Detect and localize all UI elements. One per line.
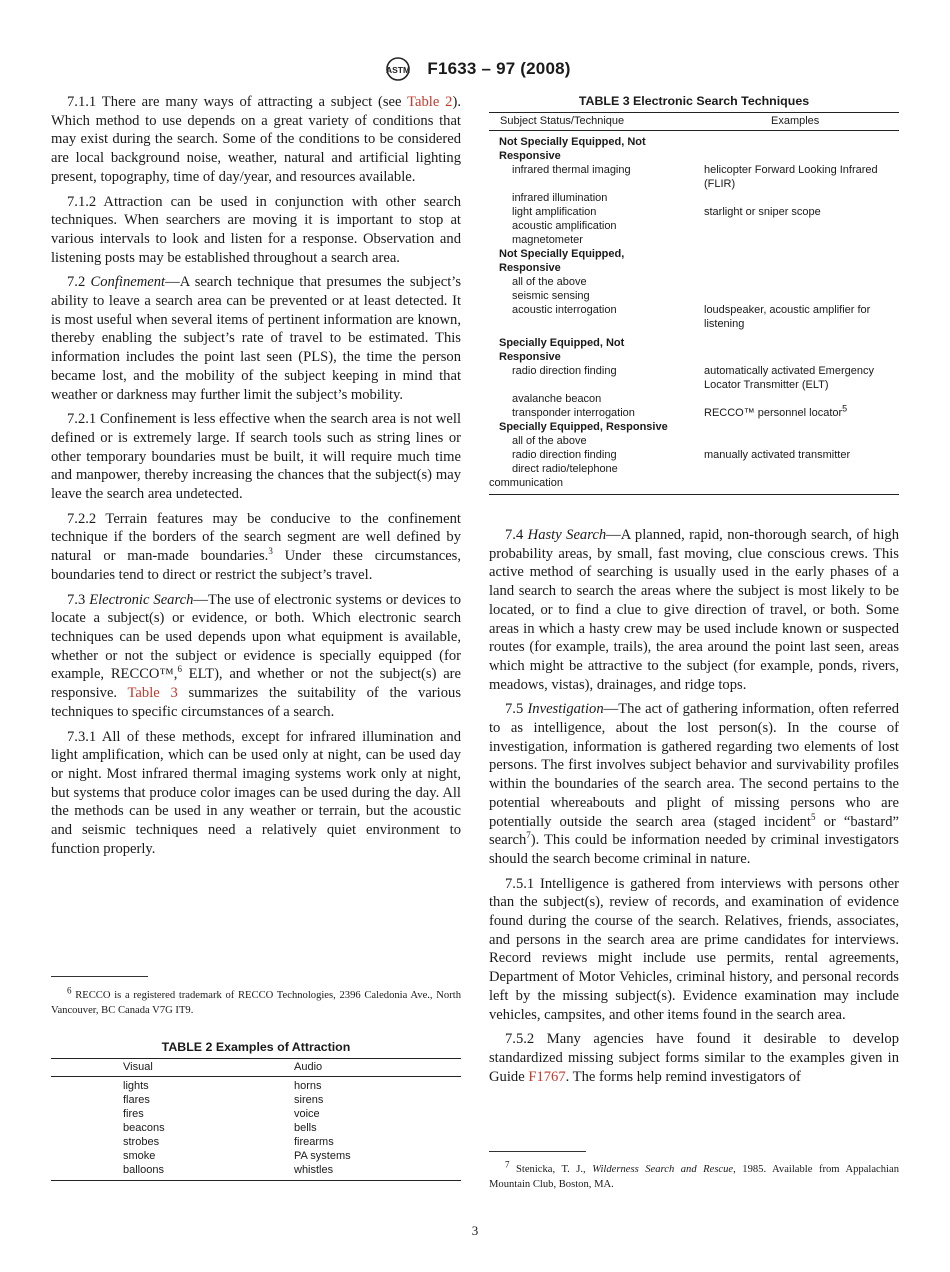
para-7-2: 7.2 Confinement—A search technique that presumes the subject’s ability to leave a search area can be prevented or at least detected. It is most useful when several items of pertinent information are known, thereby enabling the subject’s rate of travel to be estimated. This information includes the point last seen (PLS), the time the person became lost, and the mobility of the subject keeping in mind that weather or darkness may further limit the subject’s mobility. (51, 274, 462, 403)
table-row: balloons whistles (123, 1164, 334, 1176)
para-7-4: 7.4 Hasty Search—A planned, rapid, non-thorough search, of high probability areas, by small, fast moving, clue conscious crews. This active method of searching is usually used in the early phases of a land search to search the areas where the subject is most likely to be located, or to find a clue to give direction of travel, or both. Some areas in which a hasty crew may be used include known or suspected routes (for example, trails), the area around the point last seen, areas which might be attractive to the subject (for example, ponds, rivers, meadows, vistas), drainages, and ridge tops. (489, 527, 899, 693)
right-column (489, 526, 899, 1092)
table-row: beacons bells (123, 1122, 317, 1134)
table-2-link[interactable]: Table 2 (407, 94, 453, 110)
para-7-3-1: 7.3.1 All of these methods, except for infrared illumination and light amplification, which can be used only at night, can be used day or night. Most infrared thermal imaging systems work only at night, but systems that produce color images can be used during the day. All the methods can be used in any weather or terrain, but the acoustic and seismic techniques need a relatively quiet environment to function properly. (51, 728, 461, 857)
footnote-divider (51, 976, 148, 977)
para-7-2-1: 7.2.1 Confinement is less effective when the search area is not well defined or is extremely large. If search tools such as string lines or other temporary boundaries must be built, it will require much time and manpower, thereby increasing the chances that the subject(s) may leave the search area undetected. (51, 411, 461, 503)
table-row: all of the above (512, 276, 587, 288)
standard-designation: F1633 – 97 (2008) (427, 59, 571, 78)
table-row: infrared illumination (512, 192, 608, 204)
table-row: radio direction finding automatically activated Emergency Locator Transmitter (ELT) (512, 365, 874, 391)
astm-logo-icon (379, 56, 417, 82)
table-2-caption: TABLE 2 Examples of Attraction (161, 1040, 351, 1054)
para-7-2-2: 7.2.2 Terrain features may be conducive to the confinement technique if the borders of the search segment are well defined by natural or man-made boundaries.$^3$ Under these circumstances, boundaries tend to direct or restrict the subject’s travel. (51, 510, 461, 583)
table-row: lights horns (123, 1080, 322, 1092)
table-2 (51, 1040, 461, 1181)
table-2-header: Visual Audio (123, 1061, 323, 1073)
table-row: strobes firearms (123, 1136, 334, 1148)
table-row: magnetometer (512, 234, 583, 246)
table-row: direct radio/telephone communication (489, 463, 618, 489)
table-row: seismic sensing (512, 290, 590, 302)
table-row: acoustic interrogation loudspeaker, acoustic amplifier for listening (512, 304, 871, 330)
footnote-7: $^7$ Stenicka, T. J., Wilderness Search and Rescue, 1985. Available from Appalachian Mountain Club, Boston, MA. (489, 1159, 899, 1190)
para-7-1-2: 7.1.2 Attraction can be used in conjunction with other search techniques. When searchers are moving it is important to stop at various intervals to look and listen for a response. Observation and listening posts may be established throughout a search area. (51, 193, 461, 266)
table-row: transponder interrogation RECCO™ personnel locator$^5$ (512, 403, 848, 419)
table-row: radio direction finding manually activated transmitter (512, 449, 851, 461)
page-header (0, 56, 950, 82)
table-row: flares sirens (123, 1094, 324, 1106)
table-row: infrared thermal imaging helicopter Forward Looking Infrared (FLIR) (512, 164, 878, 190)
table-3-group: Specially Equipped, Responsive (499, 421, 668, 433)
para-7-5-2: 7.5.2 Many agencies have found it desirable to develop standardized missing subject forms similar to the examples given in Guide F1767. The forms help remind investigators of (489, 1031, 899, 1085)
table-row: acoustic amplification (512, 220, 617, 232)
page-number: 3 (471, 1223, 479, 1238)
table-3-caption: TABLE 3 Electronic Search Techniques (578, 94, 810, 108)
table-row: smoke PA systems (123, 1150, 351, 1162)
footnote-6: $^6$ RECCO is a registered trademark of RECCO Technologies, 2396 Caledonia Ave., North Vancouver, BC Canada V7G IT9. (51, 985, 461, 1016)
table-3-header: Subject Status/Technique Examples (500, 115, 820, 127)
para-7-3: 7.3 Electronic Search—The use of electronic systems or devices to locate a subject(s) or evidence, or both. Which electronic search techniques can be used depends upon what equipment is available, whether or not the subject or evidence is specially equipped (for example, RECCO™,$^6$ ELT), and whether or not the subject(s) are responsive. Table 3 summarizes the suitability of the various techniques to specific circumstances of a search. (51, 591, 462, 720)
table-row: all of the above (512, 435, 587, 447)
table-3-group: Not Specially Equipped, Not Responsive (499, 136, 646, 162)
para-7-1-1: 7.1.1 There are many ways of attracting a subject (see Table 2). Which method to use depends on a great variety of conditions that may exist during the search. Some of the conditions to be considered are local background noise, weather, natural and artificial lighting present, topography, time of day/year, and resources available. (51, 94, 461, 185)
table-row: light amplification starlight or sniper scope (512, 206, 821, 218)
footnote-divider (489, 1151, 586, 1152)
table-3 (489, 94, 899, 495)
table-3-group: Specially Equipped, Not Responsive (499, 337, 625, 363)
f1767-link[interactable]: F1767 (528, 1068, 566, 1085)
table-row: avalanche beacon (512, 393, 602, 405)
table-row: fires voice (123, 1108, 320, 1120)
table-3-group: Not Specially Equipped, Responsive (499, 248, 625, 274)
logo-text: ASTM (386, 65, 411, 75)
para-7-5: 7.5 Investigation—The act of gathering information, often referred to as intelligence, about the lost person(s). In the course of investigation, information is gathered regarding two elements of lost persons. The first involves subject behavior and survivability profiles within the boundaries of the search area. The second pertains to the potential whereabouts and plight of missing persons who are potentially outside the search area (staged incident$^5$ or “bastard” search$^7$). This could be information needed by criminal investigators should the search become criminal in nature. (489, 701, 900, 867)
left-column (51, 93, 461, 864)
para-7-5-1: 7.5.1 Intelligence is gathered from interviews with persons other than the subject(s), review of records, and examination of evidence found during the course of the search. Relatives, friends, associates, and persons in the search area are prime candidates for interviews. Record reviews might include use permits, rental agreements, Department of Motor Vehicles, criminal history, and personal records left by the missing subject(s). Evidence examination may include vehicles, campsites, and other items found in the search area. (489, 875, 899, 1023)
table-3-link[interactable]: Table 3 (127, 685, 178, 702)
